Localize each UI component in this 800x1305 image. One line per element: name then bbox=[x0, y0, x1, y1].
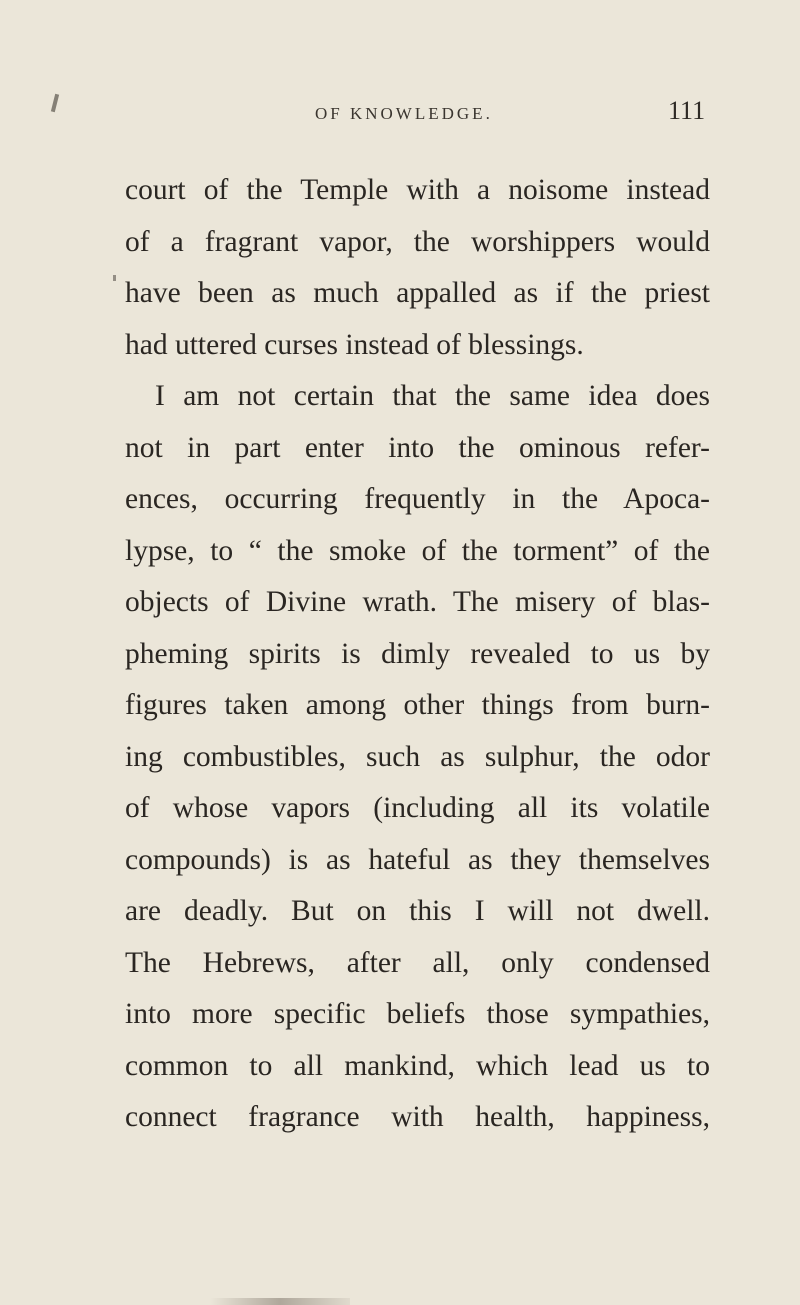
text-line: The Hebrews, after all, only condensed bbox=[125, 946, 710, 979]
text-line: lypse, to “ the smoke of the torment” of the bbox=[125, 534, 710, 567]
text-line: I am not certain that the same idea does bbox=[155, 380, 710, 412]
text-line: into more specific beliefs those sympathies, bbox=[125, 998, 710, 1030]
text-line: had uttered curses instead of blessings. bbox=[125, 328, 584, 361]
text-line: objects of Divine wrath. The misery of blas- bbox=[125, 586, 710, 618]
text-line: ing combustibles, such as sulphur, the odor bbox=[125, 740, 710, 773]
body-text bbox=[125, 165, 710, 1144]
text-line: are deadly. But on this I will not dwell. bbox=[125, 895, 710, 927]
text-line: figures taken among other things from burn- bbox=[125, 689, 710, 721]
text-line: connect fragrance with health, happiness, bbox=[125, 1101, 710, 1133]
margin-dot bbox=[113, 275, 116, 281]
text-line: of a fragrant vapor, the worshippers would bbox=[125, 225, 710, 258]
text-line: common to all mankind, which lead us to bbox=[125, 1049, 710, 1082]
running-head bbox=[0, 96, 800, 136]
text-line: compounds) is as hateful as they themselves bbox=[125, 843, 710, 876]
text-line: have been as much appalled as if the priest bbox=[125, 277, 710, 309]
page-edge-shadow bbox=[210, 1298, 350, 1305]
text-line: of whose vapors (including all its volatile bbox=[125, 792, 710, 824]
text-line: pheming spirits is dimly revealed to us by bbox=[125, 637, 710, 670]
text-line: court of the Temple with a noisome instead bbox=[125, 174, 710, 206]
running-head-title: OF KNOWLEDGE. bbox=[315, 104, 493, 123]
page-number: 111 bbox=[668, 96, 706, 125]
text-line: ences, occurring frequently in the Apoca- bbox=[125, 483, 710, 515]
text-line: not in part enter into the ominous refer- bbox=[125, 431, 710, 464]
